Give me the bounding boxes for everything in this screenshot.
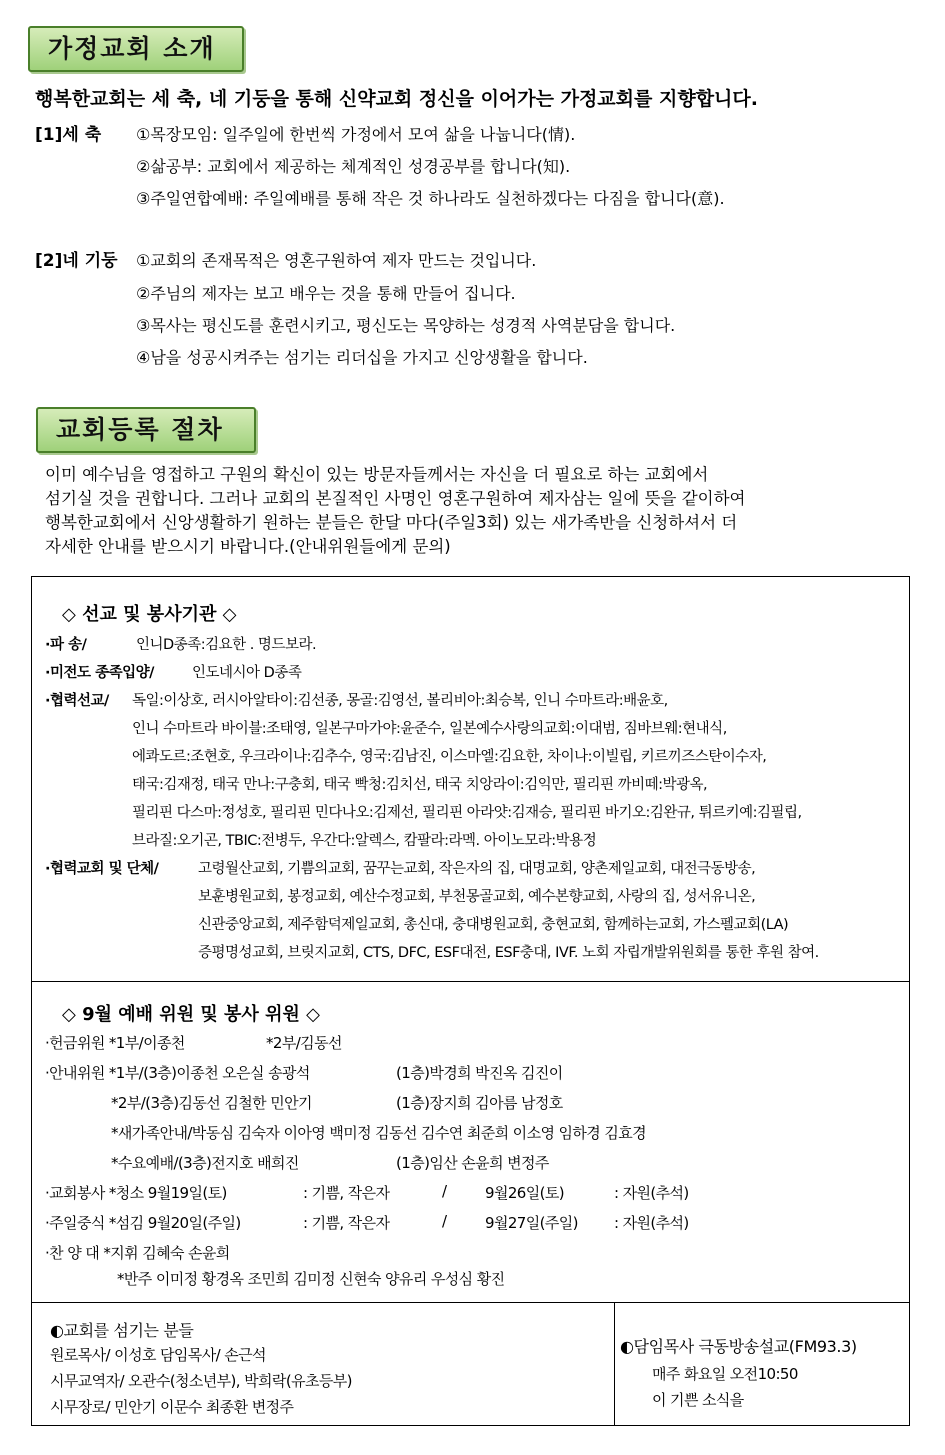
usher-row-right: (1층)박경희 박진옥 김진이 <box>396 1064 563 1082</box>
meal-group-1: : 기쁨, 작은자 <box>303 1214 390 1232</box>
pillar-item: ②주님의 제자는 보고 배우는 것을 통해 만들어 집니다. <box>136 284 516 303</box>
meal-date-2: 9월27일(주일) <box>485 1214 578 1232</box>
partner-line: 필리핀 다스마:정성호, 필리핀 민다나오:김제선, 필리핀 아라얏:김재승, 필리핀 바기오:김완규, 튀르키예:김필립, <box>132 805 802 821</box>
registration-paragraph-line: 섬기실 것을 권합니다. 그러나 교회의 본질적인 사명인 영혼구원하여 제자삼는 일에 뜻을 같이하여 <box>45 489 746 508</box>
axis-item: ②삶공부: 교회에서 제공하는 체계적인 성경공부를 합니다(知). <box>136 157 571 176</box>
radio-sermon-time: 매주 화요일 오전10:50 <box>652 1365 798 1383</box>
axes-label: [1]세 축 <box>35 125 102 145</box>
unreached-label: ·미전도 종족입양/ <box>45 665 154 681</box>
church-line: 보훈병원교회, 봉정교회, 예산수정교회, 부천몽골교회, 예수본향교회, 사랑의 집, 성서유니온, <box>198 889 756 905</box>
choir-conductor: ·찬 양 대 *지휘 김혜숙 손윤희 <box>45 1244 230 1262</box>
church-line: 고령월산교회, 기쁨의교회, 꿈꾸는교회, 작은자의 집, 대명교회, 양촌제일교회, 대전극동방송, <box>198 861 756 877</box>
meal-label: ·주일중식 *섬김 9월20일(주일) <box>45 1214 241 1232</box>
servers-title: ◐교회를 섬기는 분들 <box>50 1321 194 1340</box>
partner-line: 브라질:오기곤, TBIC:전병두, 우간다:알렉스, 캄팔라:라멕. 아이노모라:박용정 <box>132 833 597 849</box>
partner-line: 인니 수마트라 바이블:조태영, 일본구마가야:윤준수, 일본예수사랑의교회:이대범, 짐바브웨:현내식, <box>132 721 727 737</box>
cleaning-date-2: 9월26일(토) <box>485 1184 565 1202</box>
pillar-item: ①교회의 존재목적은 영혼구원하여 제자 만드는 것입니다. <box>136 251 537 270</box>
partner-line: 에콰도르:조현호, 우크라이나:김추수, 영국:김남진, 이스마엘:김요한, 차이나:이빌립, 키르끼즈스탄이수자, <box>132 749 767 765</box>
dispatch-label: ·파 송/ <box>45 637 87 653</box>
usher-row-right: (1층)장지희 김아름 남정호 <box>396 1094 563 1112</box>
wednesday-service-right: (1층)임산 손윤희 변정주 <box>396 1154 549 1172</box>
registration-paragraph-line: 행복한교회에서 신앙생활하기 원하는 분들은 한달 마다(주일3회) 있는 새가족반을 신청하셔서 더 <box>45 513 738 532</box>
pillar-item: ④남을 성공시켜주는 섬기는 리더십을 가지고 신앙생활을 합니다. <box>136 348 588 367</box>
box-divider <box>31 981 910 982</box>
churches-label: ·협력교회 및 단체/ <box>45 861 159 877</box>
newcomer-guide: *새가족안내/박동심 김숙자 이아영 백미정 김동선 김수연 최준희 이소영 임하경 김효경 <box>111 1124 647 1142</box>
choir-accompanist: *반주 이미정 황경옥 조민희 김미정 신현숙 양유리 우성심 황진 <box>117 1270 505 1288</box>
usher-row-left: *2부/(3층)김동선 김철한 민안기 <box>111 1094 312 1112</box>
section-heading-house-church: 가정교회 소개 <box>28 26 244 72</box>
pillars-label: [2]네 기둥 <box>35 251 118 271</box>
meal-separator: / <box>442 1212 447 1230</box>
registration-paragraph-line: 자세한 안내를 받으시기 바랍니다.(안내위원들에게 문의) <box>45 537 451 556</box>
wednesday-service-left: *수요예배/(3층)전지호 배희진 <box>111 1154 299 1172</box>
servers-line: 원로목사/ 이성호 담임목사/ 손근석 <box>50 1346 266 1364</box>
pillar-item: ③목사는 평신도를 훈련시키고, 평신도는 목양하는 성경적 사역분담을 합니다. <box>136 316 676 335</box>
partner-line: 독일:이상호, 러시아알타이:김선종, 몽골:김영선, 볼리비아:최승복, 인니 수마트라:배윤호, <box>132 693 668 709</box>
cleaning-group-2: : 자원(추석) <box>614 1184 689 1202</box>
offering-committee: ·헌금위원 *1부/이종천 <box>45 1034 185 1052</box>
section-heading-registration: 교회등록 절차 <box>36 407 256 453</box>
partner-line: 태국:김재정, 태국 만나:구충회, 태국 빡청:김치선, 태국 치앙라이:김익만, 필리핀 까비떼:박광옥, <box>132 777 708 793</box>
servers-line: 시무장로/ 민안기 이문수 최종환 변정주 <box>50 1398 294 1416</box>
cleaning-group-1: : 기쁨, 작은자 <box>303 1184 390 1202</box>
duty-title: ◇ 9월 예배 위원 및 봉사 위원 ◇ <box>62 1004 320 1025</box>
footer-column-divider <box>614 1302 615 1426</box>
meal-group-2: : 자원(추석) <box>614 1214 689 1232</box>
intro-lead: 행복한교회는 세 축, 네 기둥을 통해 신약교회 정신을 이어가는 가정교회를 지향합니다. <box>35 88 758 110</box>
dispatch-value: 인니D종족:김요한 . 명드보라. <box>136 637 317 653</box>
church-line: 신관중앙교회, 제주함덕제일교회, 총신대, 충대병원교회, 충현교회, 함께하는교회, 가스펠교회(LA) <box>198 917 789 933</box>
servers-line: 시무교역자/ 오관수(청소년부), 박희락(유초등부) <box>50 1372 352 1390</box>
church-line: 증평명성교회, 브릿지교회, CTS, DFC, ESF대전, ESF충대, IVF. 노회 자립개발위원회를 통한 후원 참여. <box>198 945 819 961</box>
mission-title: ◇ 선교 및 봉사기관 ◇ <box>62 604 237 625</box>
axis-item: ①목장모임: 일주일에 한번씩 가정에서 모여 삶을 나눕니다(情). <box>136 125 576 144</box>
usher-row-left: ·안내위원 *1부/(3층)이종천 오은실 송광석 <box>45 1064 310 1082</box>
radio-sermon-program: 이 기쁜 소식을 <box>652 1391 744 1409</box>
radio-sermon-title: ◐담임목사 극동방송설교(FM93.3) <box>620 1337 857 1356</box>
cleaning-separator: / <box>442 1182 447 1200</box>
unreached-value: 인도네시아 D종족 <box>192 665 302 681</box>
partners-label: ·협력선교/ <box>45 693 109 709</box>
registration-paragraph-line: 이미 예수님을 영접하고 구원의 확신이 있는 방문자들께서는 자신을 더 필요로 하는 교회에서 <box>45 465 709 484</box>
cleaning-label: ·교회봉사 *청소 9월19일(토) <box>45 1184 227 1202</box>
box-divider <box>31 1302 910 1303</box>
axis-item: ③주일연합예배: 주일예배를 통해 작은 것 하나라도 실천하겠다는 다짐을 합니다(意). <box>136 189 725 208</box>
offering-second-service: *2부/김동선 <box>266 1034 342 1052</box>
